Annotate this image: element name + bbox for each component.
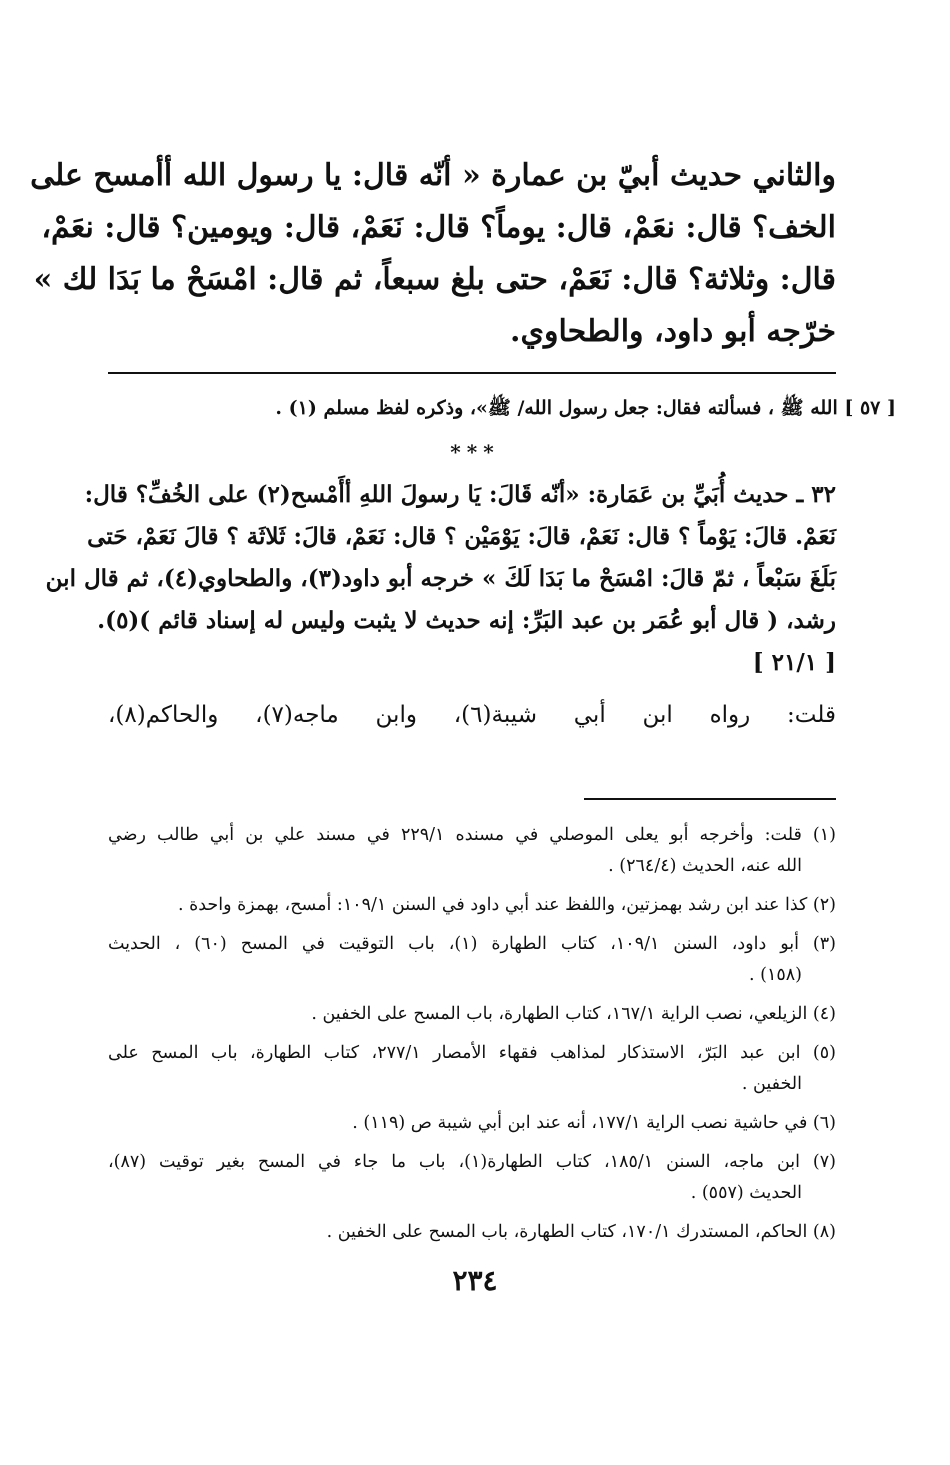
footnote-3: [108, 929, 836, 991]
hadith-entry: [45, 474, 836, 684]
footnote-line: (١٥٨) .: [749, 965, 802, 985]
footnote-line: الخفين .: [741, 1074, 802, 1094]
footnote-line: (١) قلت: وأخرجه أبو يعلى الموصلي في مسنده ٢٢٩/١ في مسند علي بن أبي طالب رضي: [108, 825, 836, 845]
footnote-line: (٤) الزيلعي، نصب الراية ١٦٧/١، كتاب الطهارة، باب المسح على الخفين .: [311, 1004, 836, 1024]
section-divider: [108, 372, 836, 374]
footnote-line: (٨) الحاكم، المستدرك ١٧٠/١، كتاب الطهارة، باب المسح على الخفين .: [326, 1222, 836, 1242]
side-note: [ ٥٧ ] الله ﷺ ، فسألته فقال: جعل رسول الله/ ﷺ»، وذكره لفظ مسلم (١) .: [275, 397, 896, 419]
footnote-line: (٦) في حاشية نصب الراية ١٧٧/١، أنه عند ابن أبي شيبة ص (١١٩) .: [352, 1113, 836, 1133]
footnote-line: الحديث (٥٥٧) .: [690, 1183, 802, 1203]
hadith-line: ٣٢ ـ حديث أُبَيِّ بن عَمَارة: «أنّه قَالَ: يَا رسولَ اللهِ أأَمْسح(٢) على الخُفِّ؟ قال:: [84, 481, 836, 508]
footnote-5: [108, 1038, 836, 1100]
footnote-1: [108, 820, 836, 882]
main-text-line: خرّجه أبو داود، والطحاوي.: [510, 314, 836, 349]
footnote-line: (٣) أبو داود، السنن ١٠٩/١، كتاب الطهارة (١)، باب التوقيت في المسح (٦٠) ، الحديث: [108, 934, 836, 954]
main-text: [30, 150, 836, 358]
footnote-divider: [584, 798, 836, 800]
footnote-7: [108, 1147, 836, 1209]
hadith-line: بَلَغَ سَبْعاً ، ثمّ قالَ: امْسَحْ ما بَدَا لَكَ » خرجه أبو داود(٣)، والطحاوي(٤)، ثم قال ابن: [45, 565, 836, 592]
footnote-2: [108, 890, 836, 921]
footnote-8: [108, 1217, 836, 1248]
main-text-line: والثاني حديث أبيّ بن عمارة « أنّه قال: يا رسول الله أأمسح على: [30, 158, 836, 193]
page-number: ٢٣٤: [452, 1264, 498, 1297]
main-text-line: الخف؟ قال: نعَمْ، قال: يوماً؟ قال: نَعَمْ، قال: ويومين؟ قال: نعَمْ،: [41, 210, 836, 245]
footnote-line: (٥) ابن عبد البَرّ، الاستذكار لمذاهب فقهاء الأمصار ٢٧٧/١، كتاب الطهارة، باب المسح على: [108, 1043, 836, 1063]
commentary-line: قلت: رواه ابن أبي شيبة(٦)، وابن ماجه(٧)، والحاكم(٨)،: [108, 702, 837, 728]
footnote-line: (٢) كذا عند ابن رشد بهمزتين، واللفظ عند أبي داود في السنن ١٠٩/١: أمسح، بهمزة واحدة .: [177, 895, 836, 915]
footnotes: [108, 820, 836, 1256]
asterism-separator: ***: [450, 440, 500, 464]
footnote-6: [108, 1108, 836, 1139]
footnote-line: الله عنه، الحديث (٢٦٤/٤) .: [608, 856, 802, 876]
hadith-reference: [ ٢١/١ ]: [752, 649, 836, 676]
main-text-line: قال: وثلاثة؟ قال: نَعَمْ، حتى بلغ سبعاً، ثم قال: امْسَحْ ما بَدَا لك »: [33, 262, 836, 297]
footnote-4: [108, 999, 836, 1030]
hadith-line: رشد، ( قال أبو عُمَر بن عبد البَرِّ: إنه حديث لا يثبت وليس له إسناد قائم )(٥).: [97, 607, 836, 634]
footnote-line: (٧) ابن ماجه، السنن ١٨٥/١، كتاب الطهارة(١)، باب ما جاء في المسح بغير توقيت (٨٧)،: [108, 1152, 836, 1172]
hadith-line: نَعَمْ. قالَ: يَوْماً ؟ قال: نَعَمْ، قالَ: يَوْمَيْن ؟ قال: نَعَمْ، قالَ: ثَلاثَة ؟ قالَ نَعَمْ، حَتى: [87, 523, 836, 550]
